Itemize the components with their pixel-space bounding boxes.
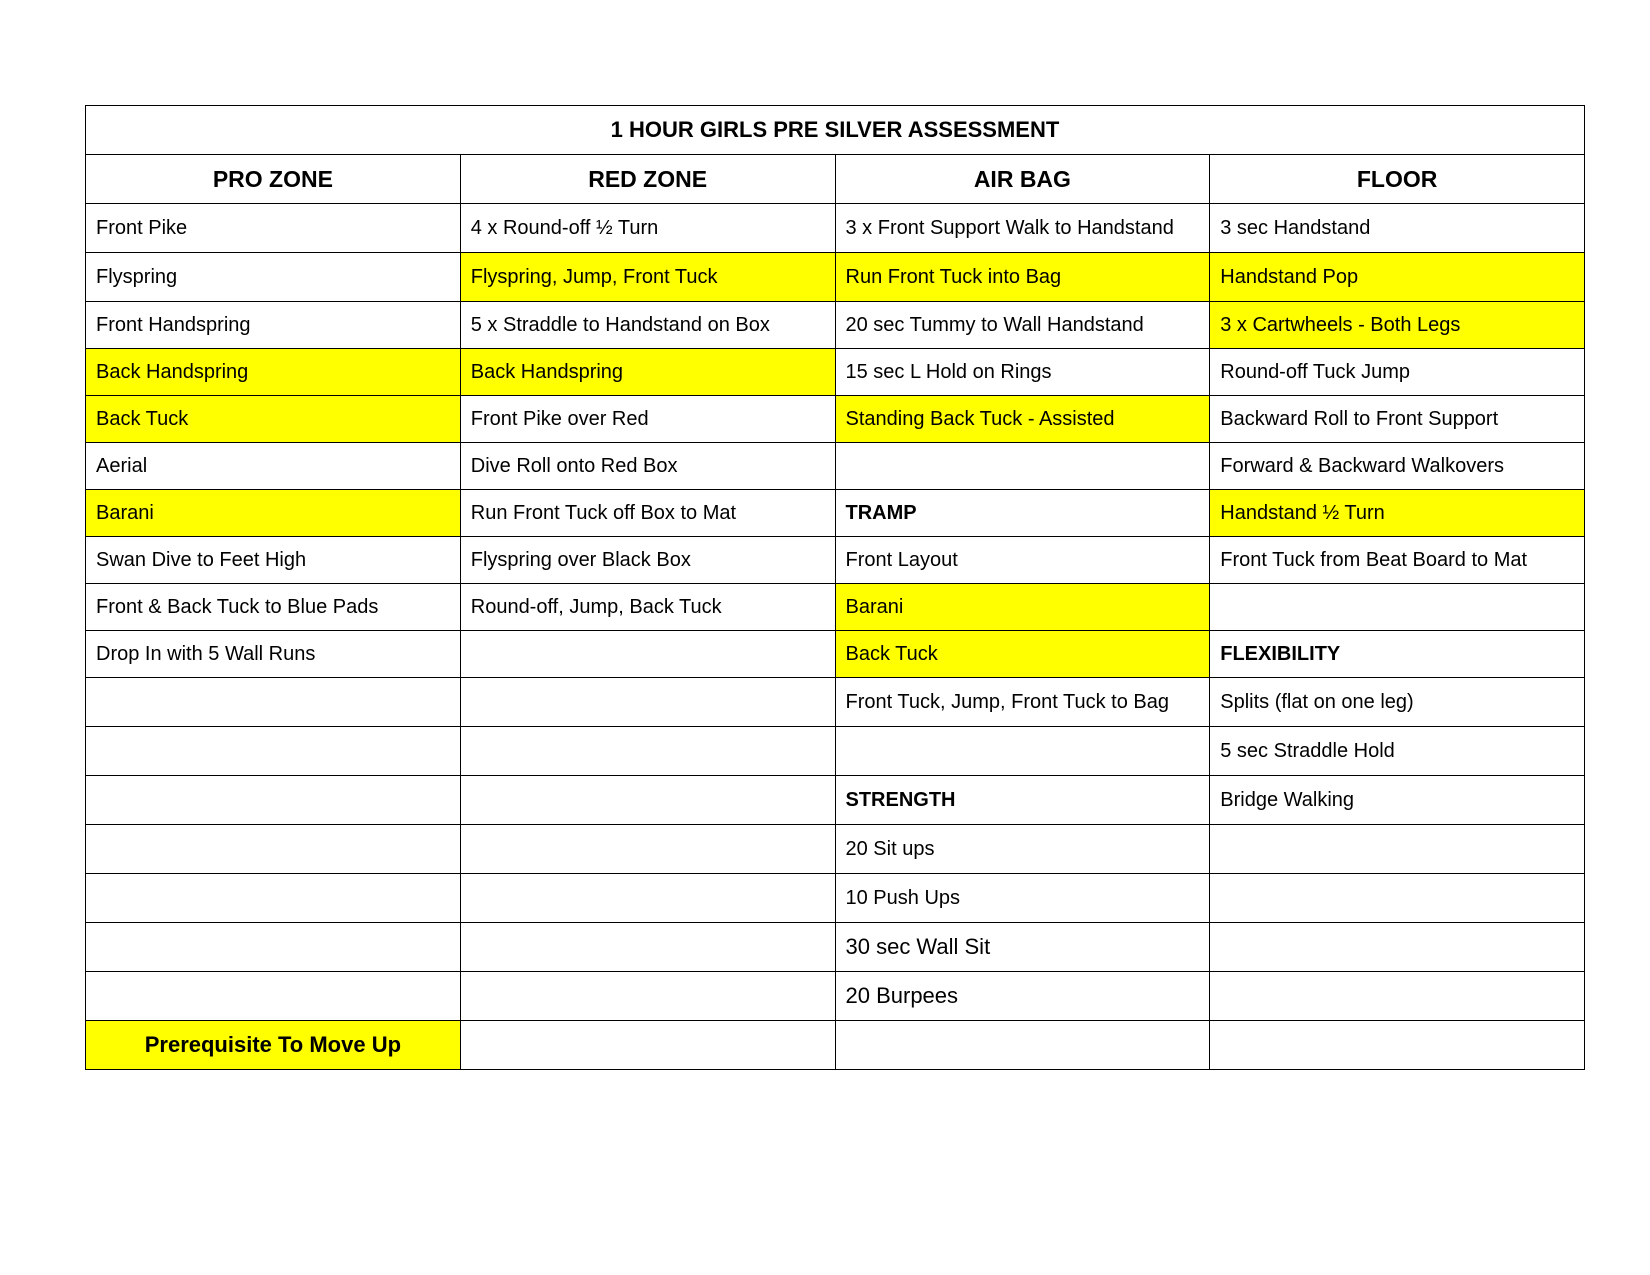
cell-air-bag — [835, 727, 1210, 776]
table-row — [86, 204, 1585, 253]
table-row — [86, 302, 1585, 349]
cell-air-bag: Run Front Tuck into Bag — [835, 253, 1210, 302]
cell-air-bag: 20 Burpees — [835, 972, 1210, 1021]
cell-pro-zone — [86, 874, 461, 923]
cell-red-zone — [460, 874, 835, 923]
cell-red-zone — [460, 727, 835, 776]
cell-red-zone — [460, 776, 835, 825]
cell-pro-zone — [86, 727, 461, 776]
cell-pro-zone — [86, 678, 461, 727]
table-row — [86, 1021, 1585, 1070]
table-row — [86, 253, 1585, 302]
cell-floor — [1210, 584, 1585, 631]
cell-red-zone: Flyspring over Black Box — [460, 537, 835, 584]
cell-red-zone: 5 x Straddle to Handstand on Box — [460, 302, 835, 349]
cell-air-bag: Front Tuck, Jump, Front Tuck to Bag — [835, 678, 1210, 727]
cell-floor — [1210, 923, 1585, 972]
cell-air-bag: 20 sec Tummy to Wall Handstand — [835, 302, 1210, 349]
table-row — [86, 678, 1585, 727]
cell-air-bag: 20 Sit ups — [835, 825, 1210, 874]
table-row — [86, 874, 1585, 923]
cell-floor: FLEXIBILITY — [1210, 631, 1585, 678]
cell-floor — [1210, 1021, 1585, 1070]
cell-red-zone — [460, 825, 835, 874]
cell-red-zone: Front Pike over Red — [460, 396, 835, 443]
cell-pro-zone: Back Handspring — [86, 349, 461, 396]
assessment-title: 1 HOUR GIRLS PRE SILVER ASSESSMENT — [86, 106, 1585, 155]
cell-floor: Handstand ½ Turn — [1210, 490, 1585, 537]
table-row — [86, 631, 1585, 678]
cell-air-bag — [835, 1021, 1210, 1070]
cell-pro-zone: Front Pike — [86, 204, 461, 253]
table-row — [86, 584, 1585, 631]
cell-floor: Splits (flat on one leg) — [1210, 678, 1585, 727]
cell-pro-zone — [86, 923, 461, 972]
cell-air-bag: TRAMP — [835, 490, 1210, 537]
cell-air-bag: STRENGTH — [835, 776, 1210, 825]
cell-red-zone — [460, 1021, 835, 1070]
table-row — [86, 923, 1585, 972]
title-row — [86, 106, 1585, 155]
cell-pro-zone — [86, 825, 461, 874]
cell-pro-zone: Front Handspring — [86, 302, 461, 349]
table-row — [86, 537, 1585, 584]
column-header-air-bag: AIR BAG — [835, 155, 1210, 204]
cell-air-bag: 10 Push Ups — [835, 874, 1210, 923]
cell-pro-zone: Prerequisite To Move Up — [86, 1021, 461, 1070]
assessment-table — [85, 105, 1585, 1070]
cell-floor: Forward & Backward Walkovers — [1210, 443, 1585, 490]
cell-air-bag: 15 sec L Hold on Rings — [835, 349, 1210, 396]
cell-red-zone — [460, 923, 835, 972]
cell-pro-zone: Drop In with 5 Wall Runs — [86, 631, 461, 678]
column-header-row — [86, 155, 1585, 204]
table-row — [86, 776, 1585, 825]
cell-red-zone — [460, 972, 835, 1021]
cell-red-zone: Round-off, Jump, Back Tuck — [460, 584, 835, 631]
assessment-body — [86, 204, 1585, 1070]
cell-floor — [1210, 972, 1585, 1021]
cell-floor — [1210, 825, 1585, 874]
cell-air-bag: Back Tuck — [835, 631, 1210, 678]
cell-floor: Backward Roll to Front Support — [1210, 396, 1585, 443]
table-row — [86, 396, 1585, 443]
column-header-floor: FLOOR — [1210, 155, 1585, 204]
column-header-red-zone: RED ZONE — [460, 155, 835, 204]
cell-floor: 5 sec Straddle Hold — [1210, 727, 1585, 776]
cell-floor: Front Tuck from Beat Board to Mat — [1210, 537, 1585, 584]
cell-red-zone — [460, 678, 835, 727]
cell-air-bag: 30 sec Wall Sit — [835, 923, 1210, 972]
table-row — [86, 349, 1585, 396]
cell-air-bag: Barani — [835, 584, 1210, 631]
table-row — [86, 972, 1585, 1021]
cell-red-zone: Back Handspring — [460, 349, 835, 396]
cell-air-bag — [835, 443, 1210, 490]
table-row — [86, 825, 1585, 874]
table-row — [86, 727, 1585, 776]
table-row — [86, 443, 1585, 490]
cell-red-zone: 4 x Round-off ½ Turn — [460, 204, 835, 253]
cell-pro-zone — [86, 972, 461, 1021]
cell-floor: Bridge Walking — [1210, 776, 1585, 825]
cell-pro-zone: Front & Back Tuck to Blue Pads — [86, 584, 461, 631]
cell-pro-zone: Aerial — [86, 443, 461, 490]
cell-floor: Handstand Pop — [1210, 253, 1585, 302]
cell-red-zone: Run Front Tuck off Box to Mat — [460, 490, 835, 537]
cell-pro-zone — [86, 776, 461, 825]
cell-air-bag: Front Layout — [835, 537, 1210, 584]
column-header-pro-zone: PRO ZONE — [86, 155, 461, 204]
cell-pro-zone: Back Tuck — [86, 396, 461, 443]
cell-red-zone: Flyspring, Jump, Front Tuck — [460, 253, 835, 302]
cell-pro-zone: Barani — [86, 490, 461, 537]
cell-floor: 3 sec Handstand — [1210, 204, 1585, 253]
cell-pro-zone: Flyspring — [86, 253, 461, 302]
cell-floor — [1210, 874, 1585, 923]
cell-floor: Round-off Tuck Jump — [1210, 349, 1585, 396]
cell-red-zone: Dive Roll onto Red Box — [460, 443, 835, 490]
cell-pro-zone: Swan Dive to Feet High — [86, 537, 461, 584]
cell-air-bag: 3 x Front Support Walk to Handstand — [835, 204, 1210, 253]
cell-red-zone — [460, 631, 835, 678]
cell-floor: 3 x Cartwheels - Both Legs — [1210, 302, 1585, 349]
table-row — [86, 490, 1585, 537]
cell-air-bag: Standing Back Tuck - Assisted — [835, 396, 1210, 443]
